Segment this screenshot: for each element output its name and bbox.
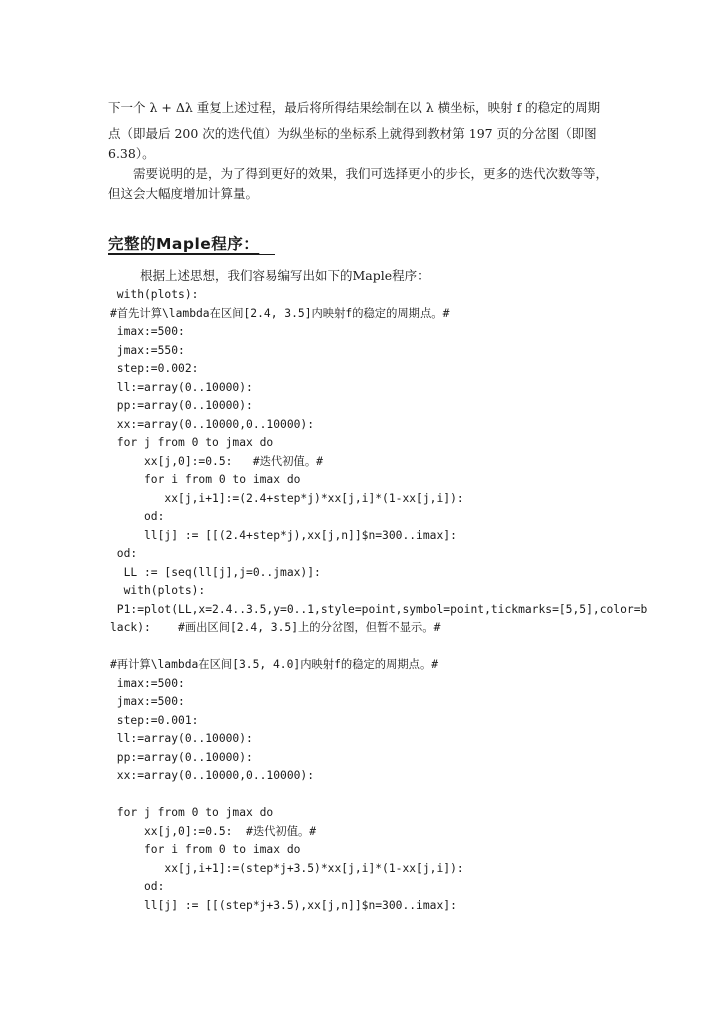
code-line: xx[j,i+1]:=(step*j+3.5)*xx[j,i]*(1-xx[j,i]): [110, 861, 464, 875]
code-line: od: [110, 510, 165, 523]
code-line: jmax:=550: [110, 343, 185, 357]
code-line: step:=0.001: [110, 713, 199, 727]
code-line: imax:=500: [110, 676, 185, 690]
code-line: ll:=array(0..10000): [110, 380, 253, 394]
paragraph-bifurcation-process [108, 98, 628, 204]
code-line: pp:=array(0..10000): [110, 399, 253, 412]
code-line: ll[j] := [[(step*j+3.5),xx[j,n]]$n=300..imax]: [110, 898, 457, 912]
code-line: xx:=array(0..10000,0..10000): [110, 769, 315, 782]
text-line: 点（即最后 200 次的迭代值）为纵坐标的坐标系上就得到教材第 197 页的分岔图（即图 [108, 126, 597, 141]
text-line: 需要说明的是，为了得到更好的效果，我们可选择更小的步长，更多的迭代次数等等， [108, 166, 609, 181]
code-line: xx[j,0]:=0.5: #迭代初值。# [110, 454, 323, 468]
code-line: #首先计算\lambda在区间[2.4, 3.5]内映射f的稳定的周期点。# [110, 306, 450, 320]
intro-text: 根据上述思想，我们容易编写出如下的Maple程序： [140, 268, 430, 283]
code-line [110, 786, 630, 805]
code-line: for j from 0 to jmax do [110, 436, 274, 449]
code-line: for i from 0 to imax do [110, 843, 301, 856]
maple-code-block [110, 286, 648, 915]
code-line: for j from 0 to jmax do [110, 806, 274, 819]
code-line: P1:=plot(LL,x=2.4..3.5,y=0..1,style=point,symbol=point,tickmarks=[5,5],color=b [110, 602, 648, 616]
code-line: ll[j] := [[(2.4+step*j),xx[j,n]]$n=300..imax]: [110, 528, 457, 542]
code-line: #再计算\lambda在区间[3.5, 4.0]内映射f的稳定的周期点。# [110, 658, 439, 671]
text-line: 下一个 λ + Δλ 重复上述过程，最后将所得结果绘制在以 λ 横坐标，映射 f 的稳定的周期 [108, 100, 601, 115]
code-line: step:=0.002: [110, 362, 199, 375]
text-line: 但这会大幅度增加计算量。 [108, 186, 259, 201]
code-line: od: [110, 547, 138, 560]
code-line: pp:=array(0..10000): [110, 750, 253, 764]
code-line: for i from 0 to imax do [110, 473, 301, 486]
code-line: xx[j,0]:=0.5: #迭代初值。# [110, 824, 317, 838]
section-heading: 完整的Maple程序： [108, 234, 275, 255]
text-line: 6.38）。 [108, 146, 155, 161]
code-line: LL := [seq(ll[j],j=0..jmax)]: [110, 565, 321, 579]
code-line [110, 638, 630, 657]
code-line: imax:=500: [110, 325, 185, 338]
code-line: with(plots): [110, 584, 206, 597]
code-line: xx[j,i+1]:=(2.4+step*j)*xx[j,i]*(1-xx[j,i]): [110, 491, 464, 505]
code-line: with(plots): [110, 288, 199, 301]
code-line: od: [110, 880, 165, 893]
code-line: jmax:=500: [110, 695, 185, 708]
code-line: ll:=array(0..10000): [110, 732, 253, 745]
code-line: xx:=array(0..10000,0..10000): [110, 417, 315, 431]
code-line: lack): #画出区间[2.4, 3.5]上的分岔图，但暂不显示。# [110, 621, 441, 634]
